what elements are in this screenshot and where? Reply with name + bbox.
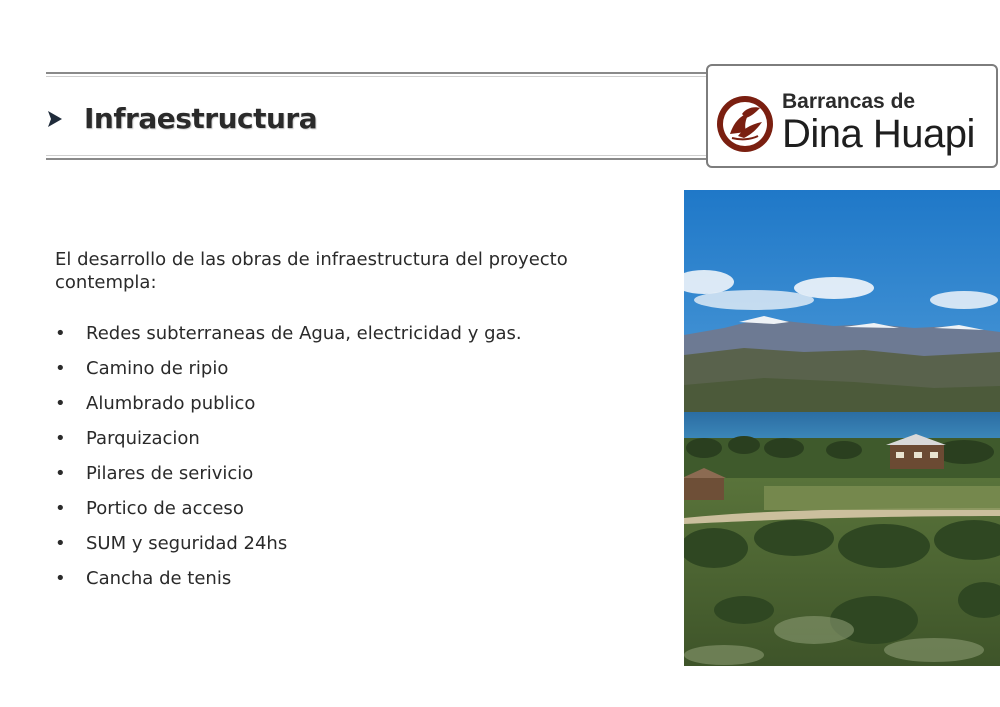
list-item — [55, 568, 522, 603]
bullet-icon: • — [55, 358, 66, 379]
intro-paragraph: El desarrollo de las obras de infraestructura del proyecto contempla: — [55, 249, 568, 293]
bullet-icon: • — [55, 323, 66, 344]
list-item — [55, 428, 522, 463]
list-item-text: Parquizacion — [86, 428, 200, 449]
bullet-icon: • — [55, 568, 66, 589]
list-item-text: Alumbrado publico — [86, 393, 256, 414]
list-item — [55, 323, 522, 358]
list-item-text: Pilares de serivicio — [86, 463, 254, 484]
logo — [706, 64, 998, 168]
bullet-icon: • — [55, 393, 66, 414]
infrastructure-list — [55, 323, 522, 603]
list-item — [55, 393, 522, 428]
list-item — [55, 533, 522, 568]
bullet-icon: • — [55, 463, 66, 484]
bullet-icon: • — [55, 428, 66, 449]
page-title: Infraestructura — [84, 102, 318, 135]
flower-emblem-icon — [716, 94, 774, 154]
list-item-text: Redes subterraneas de Agua, electricidad y gas. — [86, 323, 522, 344]
chevron-right-icon — [46, 108, 64, 130]
list-item-text: Camino de ripio — [86, 358, 229, 379]
logo-text-line2: Dina Huapi — [782, 112, 975, 156]
bullet-icon: • — [55, 498, 66, 519]
list-item-text: Portico de acceso — [86, 498, 244, 519]
landscape-photo — [684, 190, 1000, 666]
list-item — [55, 463, 522, 498]
list-item-text: SUM y seguridad 24hs — [86, 533, 288, 554]
logo-text-line1: Barrancas de — [782, 90, 916, 113]
bullet-icon: • — [55, 533, 66, 554]
list-item — [55, 358, 522, 393]
list-item-text: Cancha de tenis — [86, 568, 232, 589]
list-item — [55, 498, 522, 533]
